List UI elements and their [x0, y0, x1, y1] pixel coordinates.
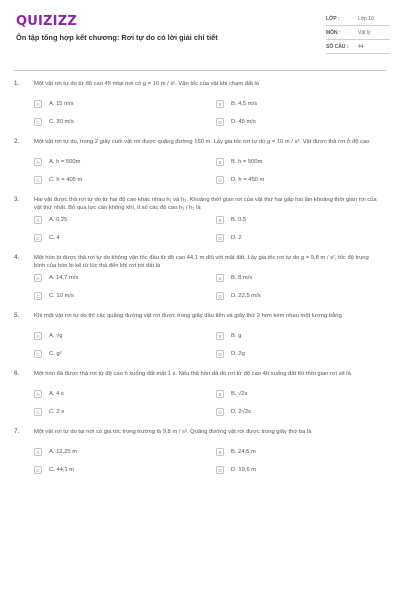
option-text: A. 15 m/s [49, 101, 74, 107]
option-letter-box: B [216, 448, 224, 456]
option-text: C. g² [49, 351, 62, 357]
option-letter-box: D [216, 350, 224, 358]
option-text: B. √2s [231, 391, 248, 397]
option-letter-box: C [34, 408, 42, 416]
option-letter-box: B [216, 216, 224, 224]
meta-value: Lớp 10 [358, 15, 374, 22]
option-text: B. 8 m/s [231, 275, 253, 281]
option-text: D. 45 m/s [231, 119, 256, 125]
question-number: 4. [14, 254, 20, 261]
meta-label: SỐ CÂU : [326, 43, 349, 50]
answer-options [34, 390, 378, 416]
option-text: A. 0,25 [49, 217, 68, 223]
question-text: Một vật rơi tự do từ độ cao 45 mtại nơi có g = 10 m / s². Vận tốc của vật khi chạm đất là [34, 81, 259, 87]
option-letter-box: C [34, 350, 42, 358]
question-1 [0, 80, 400, 126]
option-text: A. 4 s [49, 391, 64, 397]
answer-options [34, 448, 378, 474]
option-d[interactable] [216, 234, 366, 242]
question-number: 1. [14, 80, 20, 87]
option-text: C. 4 [49, 235, 60, 241]
option-d[interactable] [216, 408, 366, 416]
question-text: Một hòn đá được thả rơi từ độ cao h xuống đất mất 1 s. Nếu thả hòn đá đó rơi từ độ cao 4h xuống đất thì thời gian rơi sẽ là [34, 371, 351, 377]
option-b[interactable] [216, 158, 366, 166]
question-number: 5. [14, 312, 20, 319]
option-d[interactable] [216, 118, 366, 126]
option-text: B. 24,5 m [231, 449, 256, 455]
question-5 [0, 312, 400, 358]
option-letter-box: D [216, 234, 224, 242]
option-a[interactable] [34, 100, 216, 108]
question-text: Một vật rơi tự do, trong 2 giây cuối vật rơi được quãng đường 160 m. Lấy gia tốc rơi tự do g = 10 m / s². Vật được thả rơi ở độ cao [34, 139, 370, 145]
option-text: B. g [231, 333, 242, 339]
question-3 [0, 196, 400, 242]
question-number: 3. [14, 196, 20, 203]
meta-label: LỚP : [326, 15, 340, 22]
option-letter-box: D [216, 176, 224, 184]
option-letter-box: C [34, 118, 42, 126]
option-letter-box: D [216, 118, 224, 126]
option-c[interactable] [34, 118, 216, 126]
option-text: B. 0,5 [231, 217, 247, 223]
option-letter-box: B [216, 274, 224, 282]
quizizz-logo: QUIZIZZ [16, 14, 77, 29]
option-c[interactable] [34, 176, 216, 184]
option-text: D. 2g [231, 351, 245, 357]
option-d[interactable] [216, 350, 366, 358]
option-letter-box: A [34, 448, 42, 456]
option-text: C. 2 s [49, 409, 65, 415]
option-text: C. 10 m/s [49, 293, 74, 299]
option-letter-box: C [34, 176, 42, 184]
option-a[interactable] [34, 332, 216, 340]
question-text: Khi một vật rơi tự do thì các quãng đường vật rơi được trong giây đầu tiên và giây thứ 2 hơn kém nhau một lượng bằng [34, 313, 342, 319]
option-d[interactable] [216, 466, 366, 474]
option-text: D. 22,5 m/s [231, 293, 261, 299]
option-letter-box: A [34, 216, 42, 224]
option-b[interactable] [216, 274, 366, 282]
option-letter-box: D [216, 292, 224, 300]
page-header [0, 0, 400, 70]
option-text: B. 4,5 m/s [231, 101, 258, 107]
answer-options [34, 332, 378, 358]
option-a[interactable] [34, 448, 216, 456]
meta-row-count [326, 40, 390, 54]
option-text: D. 2√2s [231, 409, 251, 415]
question-7 [0, 428, 400, 474]
option-b[interactable] [216, 332, 366, 340]
option-text: C. 30 m/s [49, 119, 74, 125]
option-c[interactable] [34, 292, 216, 300]
option-a[interactable] [34, 274, 216, 282]
question-number: 2. [14, 138, 20, 145]
question-list [0, 70, 400, 600]
question-number: 7. [14, 428, 20, 435]
option-a[interactable] [34, 158, 216, 166]
option-letter-box: C [34, 466, 42, 474]
option-d[interactable] [216, 292, 366, 300]
option-letter-box: A [34, 100, 42, 108]
option-text: C. h = 405 m [49, 177, 83, 183]
answer-options [34, 216, 378, 242]
option-letter-box: D [216, 408, 224, 416]
option-text: A. 14,7 m/s [49, 275, 79, 281]
option-a[interactable] [34, 216, 216, 224]
answer-options [34, 274, 378, 300]
option-text: C. 44,1 m [49, 467, 75, 473]
option-c[interactable] [34, 466, 216, 474]
option-text: D. h = 450 m [231, 177, 265, 183]
option-text: B. h = 500m [231, 159, 263, 165]
option-letter-box: B [216, 158, 224, 166]
option-c[interactable] [34, 350, 216, 358]
option-text: D. 2 [231, 235, 242, 241]
meta-row-grade [326, 12, 390, 26]
answer-options [34, 100, 378, 126]
meta-row-subject [326, 26, 390, 40]
answer-options [34, 158, 378, 184]
option-text: A. 12,25 m [49, 449, 78, 455]
option-letter-box: B [216, 332, 224, 340]
option-letter-box: B [216, 100, 224, 108]
meta-value: Vật lý [358, 29, 371, 36]
option-b[interactable] [216, 216, 366, 224]
option-text: D. 19,6 m [231, 467, 257, 473]
option-letter-box: D [216, 466, 224, 474]
question-text: Một hòn bi được thả rơi tự do không vận tốc đầu từ độ cao 44,1 m đối với mặt đất. Lấy gia tốc rơi tự do g = 9,8 m / s², tốc độ trung bình của hòn bi kể từ lúc thả đến khi rơi tới đất là [34, 255, 369, 269]
option-letter-box: A [34, 274, 42, 282]
option-letter-box: A [34, 158, 42, 166]
option-text: A. √g [49, 333, 63, 339]
meta-label: MÔN : [326, 29, 341, 36]
option-letter-box: C [34, 234, 42, 242]
option-a[interactable] [34, 390, 216, 398]
option-c[interactable] [34, 408, 216, 416]
option-d[interactable] [216, 176, 366, 184]
option-c[interactable] [34, 234, 216, 242]
question-4 [0, 254, 400, 300]
question-text: Một vật rơi tự do tại nơi có gia tốc trọng trường là 9,8 m / s². Quãng đường vật rơi được trong giây thứ ba là [34, 429, 312, 435]
option-b[interactable] [216, 448, 366, 456]
meta-value: 44 [358, 43, 364, 50]
option-letter-box: A [34, 390, 42, 398]
option-b[interactable] [216, 390, 366, 398]
option-letter-box: B [216, 390, 224, 398]
meta-panel [326, 12, 390, 54]
option-text: A. h = 500m [49, 159, 81, 165]
question-number: 6. [14, 370, 20, 377]
question-text: Hai vật được thả rơi tự do từ hai độ cao khác nhau h₁ và h₂. Khoảng thời gian rơi của vật thứ hai gấp hai lần khoảng thời gian rơi của vật thứ nhất. Bỏ qua lực cản không khí, tỉ số các độ cao h₁ / h₂ là [34, 197, 377, 211]
option-b[interactable] [216, 100, 366, 108]
question-6 [0, 370, 400, 416]
page-title: Ôn tập tổng hợp kết chương: Rơi tự do có lời giải chi tiết [16, 33, 218, 42]
option-letter-box: C [34, 292, 42, 300]
question-2 [0, 138, 400, 184]
option-letter-box: A [34, 332, 42, 340]
